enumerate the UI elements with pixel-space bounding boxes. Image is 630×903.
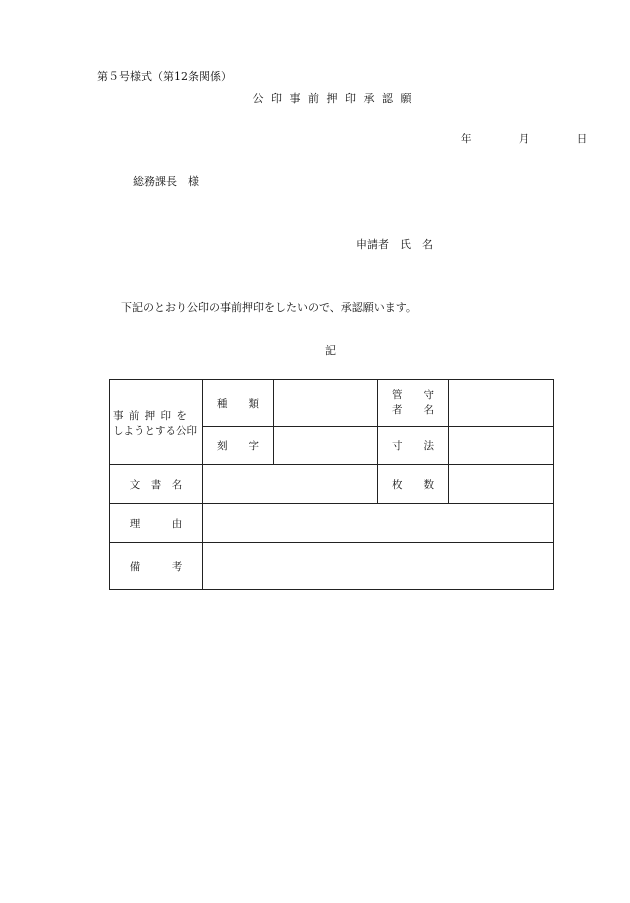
- seal-label-line1: 事 前 押 印 を: [113, 410, 187, 422]
- remarks-label-cell: [110, 543, 203, 590]
- engraving-label: 刻 字: [217, 440, 259, 452]
- table-row: [110, 465, 554, 504]
- remarks-label: 備 考: [129, 560, 183, 573]
- document-title-text: 公 印 事 前 押 印 承 認 願: [252, 92, 412, 105]
- reason-label: 理 由: [129, 517, 183, 530]
- custodian-label-line2: 者 名: [392, 404, 434, 416]
- date-year-label: 年: [461, 133, 472, 145]
- seal-label-line2: しようとする公印: [113, 425, 197, 437]
- form-number: 第５号様式（第12条関係）: [97, 70, 232, 83]
- type-value-cell[interactable]: [274, 380, 378, 427]
- table-row: [110, 380, 554, 427]
- table-row: [110, 543, 554, 590]
- addressee: 総務課長 様: [133, 175, 199, 188]
- document-name-label: 文 書 名: [129, 478, 183, 491]
- date-day-label: 日: [576, 133, 588, 145]
- seal-request-table: [109, 379, 554, 590]
- document-title: [0, 90, 630, 106]
- engraving-label-cell: [203, 427, 274, 465]
- custodian-label-cell: [378, 380, 449, 427]
- custodian-label-line1: 管 守: [392, 389, 434, 401]
- copies-label-cell: [378, 465, 449, 504]
- engraving-value-cell[interactable]: [274, 427, 378, 465]
- reason-label-cell: [110, 504, 203, 543]
- type-label-cell: [203, 380, 274, 427]
- ki-heading: 記: [325, 344, 336, 357]
- type-label: 種 類: [217, 397, 259, 410]
- custodian-value-cell[interactable]: [449, 380, 554, 427]
- date-line: [461, 131, 587, 146]
- copies-label: 枚 数: [392, 478, 434, 491]
- applicant-name-label: 申請者 氏 名: [356, 238, 433, 251]
- size-label: 寸 法: [392, 440, 434, 452]
- size-value-cell[interactable]: [449, 427, 554, 465]
- date-month-label: 月: [518, 133, 530, 145]
- seal-label-cell: [110, 380, 203, 465]
- document-name-value-cell[interactable]: [203, 465, 378, 504]
- table-row: [110, 504, 554, 543]
- reason-value-cell[interactable]: [203, 504, 554, 543]
- size-label-cell: [378, 427, 449, 465]
- remarks-value-cell[interactable]: [203, 543, 554, 590]
- copies-value-cell[interactable]: [449, 465, 554, 504]
- body-text: 下記のとおり公印の事前押印をしたいので、承認願います。: [121, 301, 417, 314]
- document-name-label-cell: [110, 465, 203, 504]
